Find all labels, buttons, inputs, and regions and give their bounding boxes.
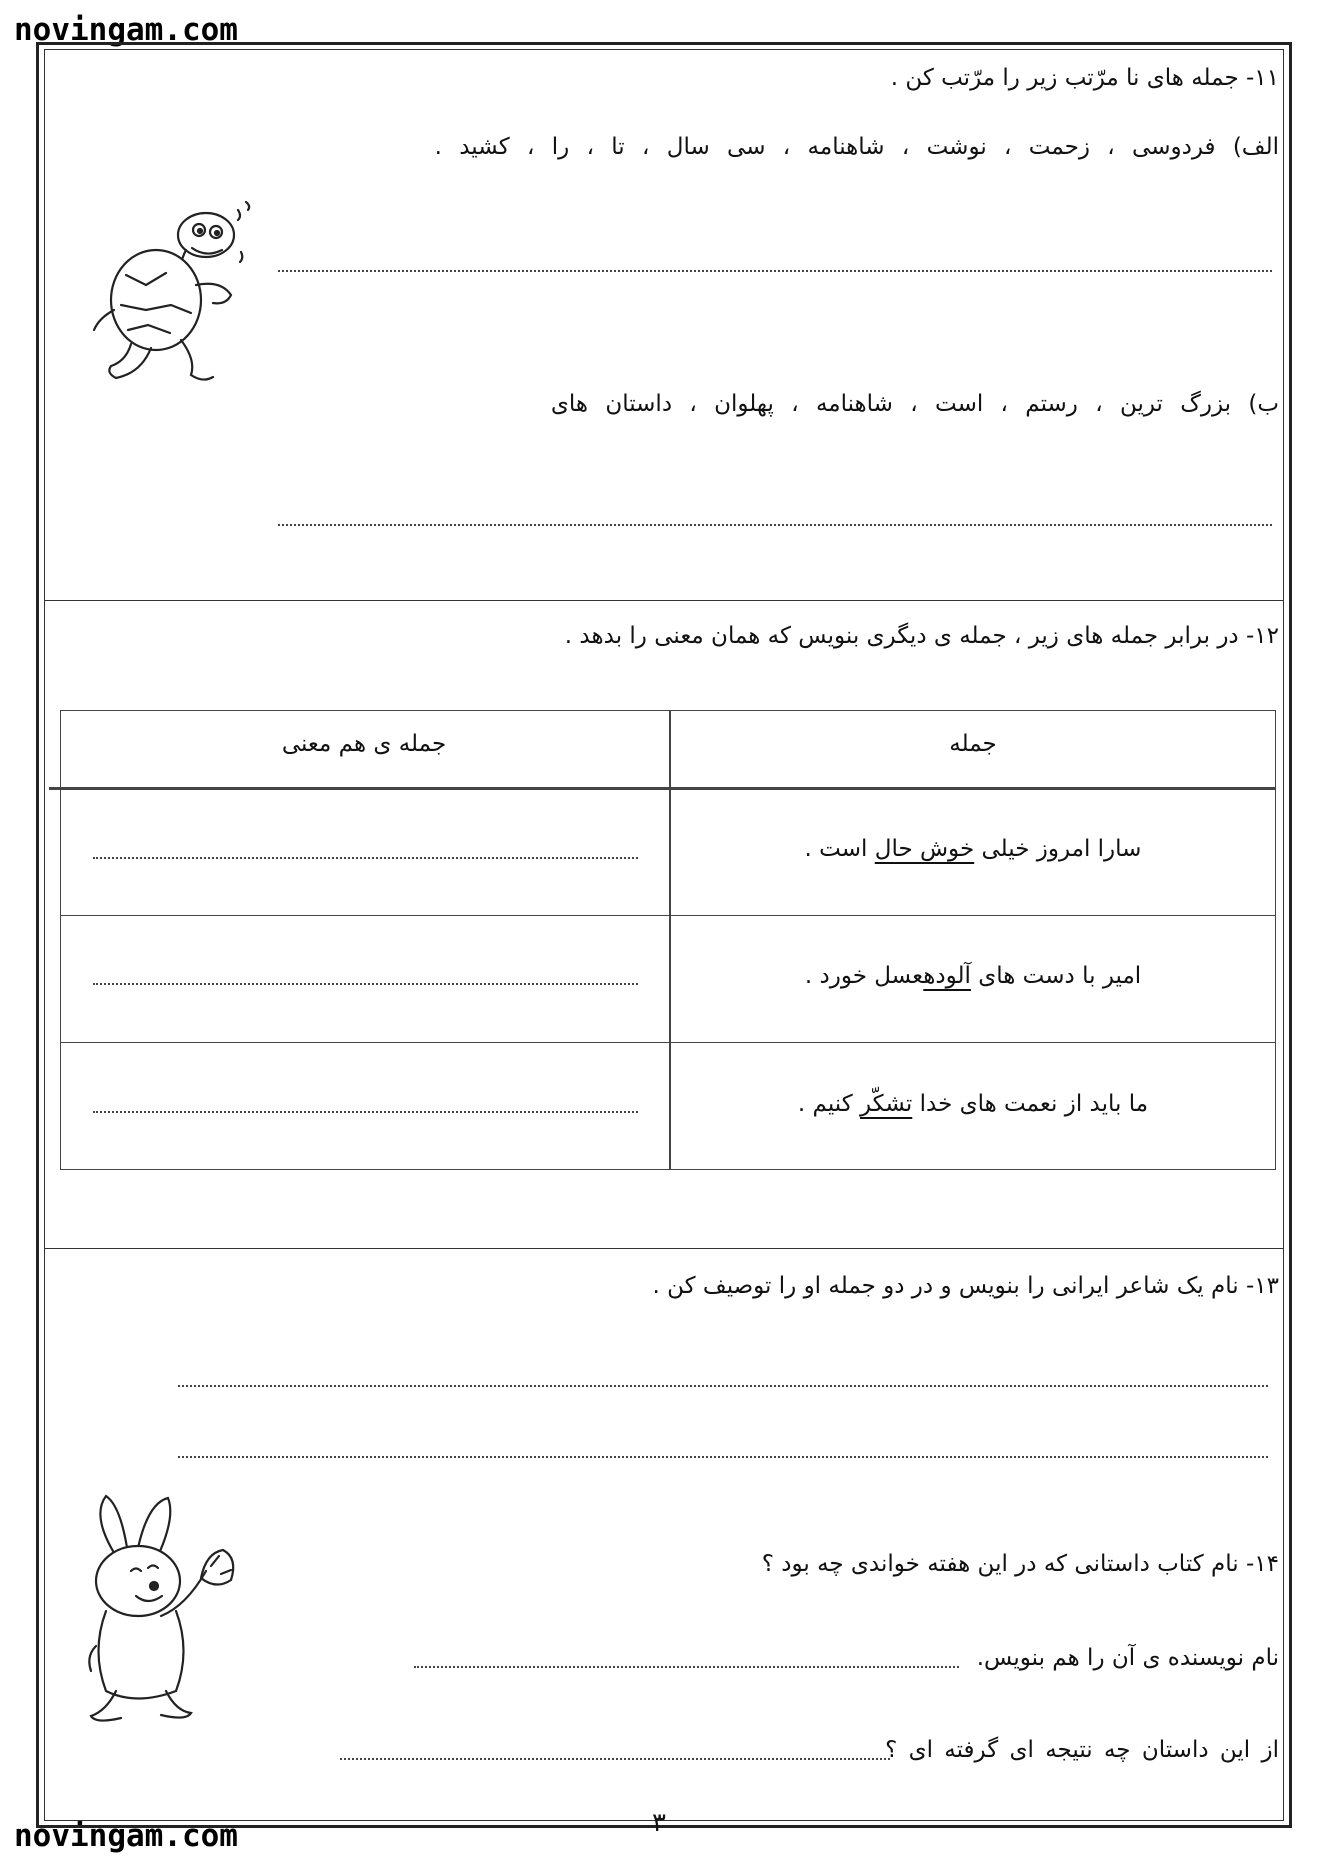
sentence-text: امیر با دست های: [970, 963, 1142, 989]
site-watermark-top: novingam.com: [14, 12, 238, 48]
q11-part-b: ب) بزرگ ترین ، رستم ، است ، شاهنامه ، پهلوان ، داستان های: [550, 391, 1279, 417]
table-header-sentence: جمله: [949, 731, 997, 757]
q13-answer-line-2[interactable]: [178, 1456, 1268, 1458]
sentence-text: سارا امروز خیلی: [974, 836, 1142, 862]
table-row-sentence: [671, 836, 1275, 862]
table-row-sentence: [671, 963, 1275, 989]
underlined-word: آلوده: [923, 963, 971, 989]
table-row-answer-line[interactable]: [93, 983, 638, 985]
sentence-text: عسل خورد .: [804, 963, 924, 989]
page-number: ۳: [652, 1808, 666, 1838]
bunny-with-flower-illustration-icon: [76, 1486, 266, 1736]
site-watermark-bottom: novingam.com: [14, 1818, 238, 1854]
synonym-table: [60, 710, 1276, 1170]
underlined-word: تشکّر: [859, 1091, 913, 1117]
table-row-answer-line[interactable]: [93, 1111, 638, 1113]
q14-lesson-prompt: از این داستان چه نتیجه ای گرفته ای ؟: [885, 1737, 1279, 1763]
q11-answer-line-b[interactable]: [278, 524, 1272, 526]
section-divider-2: [44, 1248, 1284, 1249]
q14-title: ۱۴- نام کتاب داستانی که در این هفته خواندی چه بود ؟: [761, 1551, 1279, 1577]
section-divider-1: [44, 600, 1284, 601]
table-row-divider-2: [61, 1042, 1275, 1043]
q13-answer-line-1[interactable]: [178, 1385, 1268, 1387]
q14-author-answer-line[interactable]: [414, 1666, 959, 1668]
q14-lesson-answer-line[interactable]: [340, 1758, 890, 1760]
q11-title: ۱۱- جمله های نا مرّتب زیر را مرّتب کن .: [890, 65, 1279, 91]
q13-title: ۱۳- نام یک شاعر ایرانی را بنویس و در دو جمله او را توصیف کن .: [652, 1273, 1279, 1299]
q11-answer-line-a[interactable]: [278, 270, 1272, 272]
table-row-answer-line[interactable]: [93, 857, 638, 859]
q11-part-a: الف) فردوسی ، زحمت ، نوشت ، شاهنامه ، سی سال ، تا ، را ، کشید .: [434, 134, 1279, 160]
table-row-divider-1: [61, 915, 1275, 916]
turtle-illustration-icon: [56, 190, 266, 390]
table-header-synonym: جمله ی هم معنی: [281, 731, 447, 757]
underlined-word: خوش حال: [874, 836, 975, 862]
table-header-divider: [49, 787, 1275, 790]
q14-author-prompt: نام نویسنده ی آن را هم بنویس.: [976, 1645, 1279, 1671]
sentence-text: است .: [804, 836, 875, 862]
sentence-text: ما باید از نعمت های خدا: [912, 1091, 1149, 1117]
table-row-sentence: [671, 1091, 1275, 1117]
q12-title: ۱۲- در برابر جمله های زیر ، جمله ی دیگری بنویس که همان معنی را بدهد .: [564, 623, 1279, 649]
sentence-text: کنیم .: [797, 1091, 860, 1117]
